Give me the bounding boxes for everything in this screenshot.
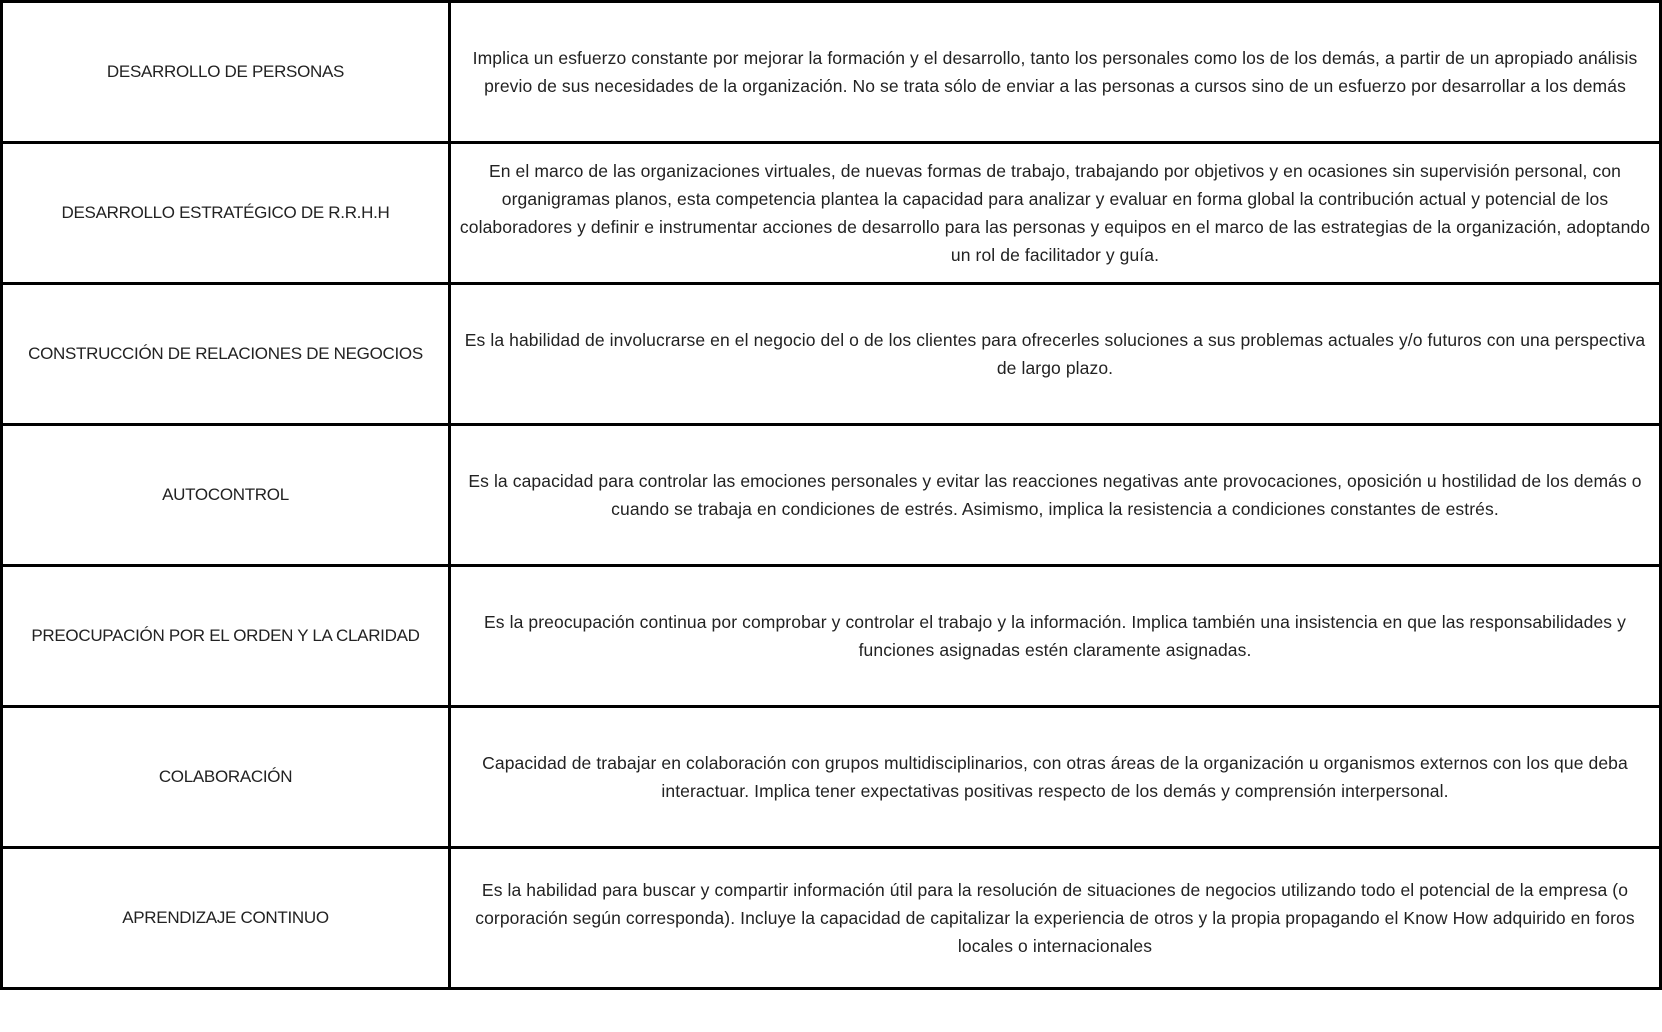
table-row	[2, 143, 1661, 284]
competency-description: Capacidad de trabajar en colaboración con grupos multidisciplinarios, con otras áreas de la organización u organismos externos con los que deba interactuar. Implica tener expectativas positivas respecto de los demás y comprensión interpersonal.	[450, 707, 1661, 848]
competency-description: Implica un esfuerzo constante por mejorar la formación y el desarrollo, tanto los personales como los de los demás, a partir de un apropiado análisis previo de sus necesidades de la organización. No se trata sólo de enviar a las personas a cursos sino de un esfuerzo por desarrollar a los demás	[450, 2, 1661, 143]
table-row	[2, 566, 1661, 707]
competency-description: Es la habilidad de involucrarse en el negocio del o de los clientes para ofrecerles soluciones a sus problemas actuales y/o futuros con una perspectiva de largo plazo.	[450, 284, 1661, 425]
competency-name: PREOCUPACIÓN POR EL ORDEN Y LA CLARIDAD	[2, 566, 450, 707]
competency-description: En el marco de las organizaciones virtuales, de nuevas formas de trabajo, trabajando por objetivos y en ocasiones sin supervisión personal, con organigramas planos, esta competencia plantea la capacidad para analizar y evaluar en forma global la contribución actual y potencial de los colaboradores y definir e instrumentar acciones de desarrollo para las personas y equipos en el marco de las estrategias de la organización, adoptando un rol de facilitador y guía.	[450, 143, 1661, 284]
competency-description: Es la preocupación continua por comprobar y controlar el trabajo y la información. Implica también una insistencia en que las responsabilidades y funciones asignadas estén claramente asignadas.	[450, 566, 1661, 707]
table-row	[2, 425, 1661, 566]
competencies-table-body	[2, 2, 1661, 989]
competency-name: CONSTRUCCIÓN DE RELACIONES DE NEGOCIOS	[2, 284, 450, 425]
competency-name: COLABORACIÓN	[2, 707, 450, 848]
competency-description: Es la habilidad para buscar y compartir información útil para la resolución de situaciones de negocios utilizando todo el potencial de la empresa (o corporación según corresponda). Incluye la capacidad de capitalizar la experiencia de otros y la propia propagando el Know How adquirido en foros locales o internacionales	[450, 848, 1661, 989]
table-row	[2, 284, 1661, 425]
competency-description: Es la capacidad para controlar las emociones personales y evitar las reacciones negativas ante provocaciones, oposición u hostilidad de los demás o cuando se trabaja en condiciones de estrés. Asimismo, implica la resistencia a condiciones constantes de estrés.	[450, 425, 1661, 566]
competency-name: DESARROLLO ESTRATÉGICO DE R.R.H.H	[2, 143, 450, 284]
table-row	[2, 707, 1661, 848]
table-row	[2, 2, 1661, 143]
competency-name: APRENDIZAJE CONTINUO	[2, 848, 450, 989]
competency-name: AUTOCONTROL	[2, 425, 450, 566]
competency-name: DESARROLLO DE PERSONAS	[2, 2, 450, 143]
table-row	[2, 848, 1661, 989]
